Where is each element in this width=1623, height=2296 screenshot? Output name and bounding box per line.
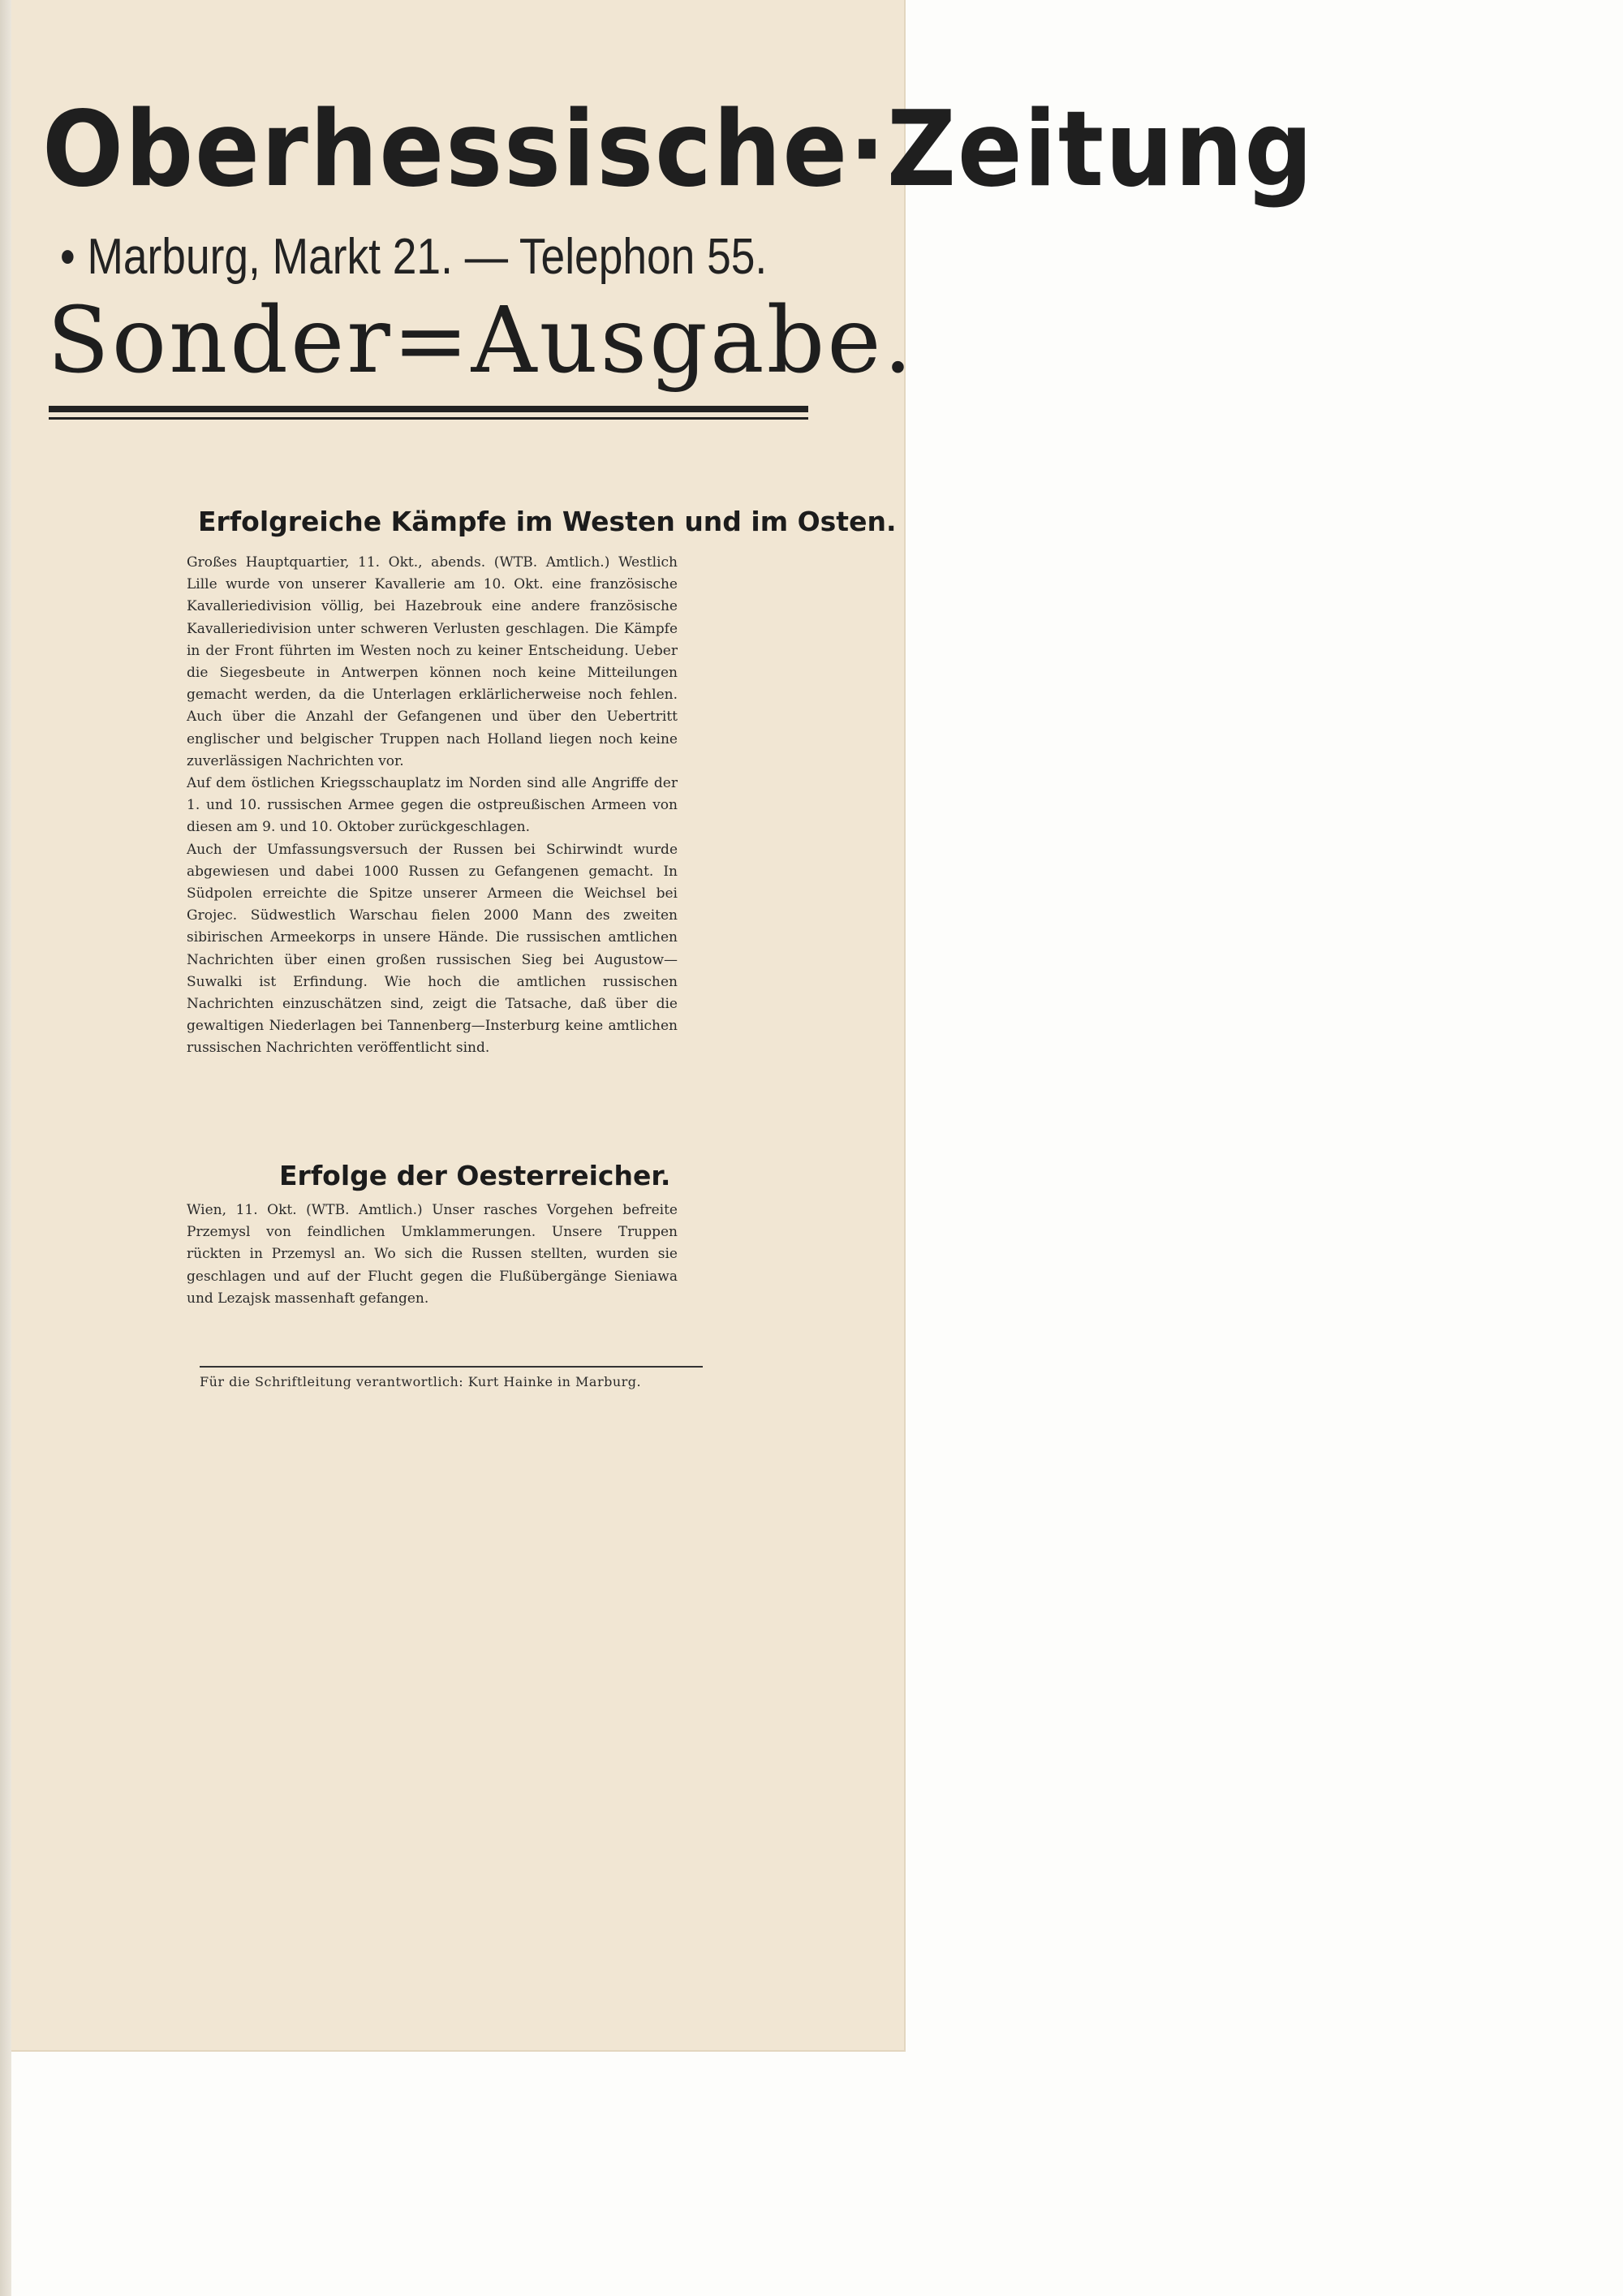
article-paragraph: Auch der Umfassungsversuch der Russen bei Schirwindt wurde abgewiesen und dabei 1000 Russen zu Gefangenen gemacht. In Südpolen erreichte die Spitze unserer Armeen die Weichsel bei Grojec. Südwestlich Warschau fielen 2000 Mann des zweiten sibirischen Armeekorps in unsere Hände. Die russischen amtlichen Nachrichten über einen großen russischen Sieg bei Augustow—Suwalki ist Erfindung. Wie hoch die amtlichen russischen Nachrichten einzuschätzen sind, zeigt die Tatsache, daß über die gewaltigen Niederlagen bei Tannenberg—Insterburg keine amtlichen russischen Nachrichten veröffentlicht sind. bbox=[187, 841, 678, 1057]
masthead-rule-thin bbox=[49, 417, 808, 420]
footer-rule bbox=[200, 1366, 703, 1368]
masthead-address: • Marburg, Markt 21. — Telephon 55. bbox=[60, 229, 768, 285]
article-body-west-east bbox=[187, 552, 678, 1060]
article-headline-west-east: Erfolgreiche Kämpfe im Westen und im Osten. bbox=[198, 506, 897, 537]
edition-title: Sonder=Ausgabe. bbox=[47, 288, 915, 394]
masthead-rule-thick bbox=[49, 406, 808, 412]
newspaper-page bbox=[11, 0, 1315, 2052]
article-headline-austria: Erfolge der Oesterreicher. bbox=[279, 1160, 671, 1191]
article-paragraph: Auf dem östlichen Kriegsschauplatz im Norden sind alle Angriffe der 1. und 10. russischen Armee gegen die ostpreußischen Armeen von diesen am 9. und 10. Oktober zurückgeschlagen. bbox=[187, 775, 678, 836]
footer-imprint: Für die Schriftleitung verantwortlich: Kurt Hainke in Marburg. bbox=[200, 1374, 642, 1389]
masthead-title: Oberhessische·Zeitung bbox=[42, 89, 1315, 210]
article-paragraph: Wien, 11. Okt. (WTB. Amtlich.) Unser rasches Vorgehen befreite Przemysl von feindlichen Umklammerungen. Unsere Truppen rückten in Przemysl an. Wo sich die Russen stellten, wurden sie geschlagen und auf der Flucht gegen die Flußübergänge Sieniawa und Lezajsk massenhaft gefangen. bbox=[187, 1202, 678, 1307]
left-page-edge bbox=[0, 0, 11, 2296]
article-paragraph: Großes Hauptquartier, 11. Okt., abends. (WTB. Amtlich.) Westlich Lille wurde von unserer Kavallerie am 10. Okt. eine französische Kavalleriedivision völlig, bei Hazebrouk eine andere französische Kavalleriedivision unter schweren Verlusten geschlagen. Die Kämpfe in der Front führten im Westen noch zu keiner Entscheidung. Ueber die Siegesbeute in Antwerpen können noch keine Mitteilungen gemacht werden, da die Unterlagen erklärlicherweise noch fehlen. Auch über die Anzahl der Gefangenen und über den Uebertritt englischer und belgischer Truppen nach Holland liegen noch keine zuverlässigen Nachrichten vor. bbox=[187, 554, 678, 769]
article-body-austria bbox=[187, 1200, 678, 1310]
